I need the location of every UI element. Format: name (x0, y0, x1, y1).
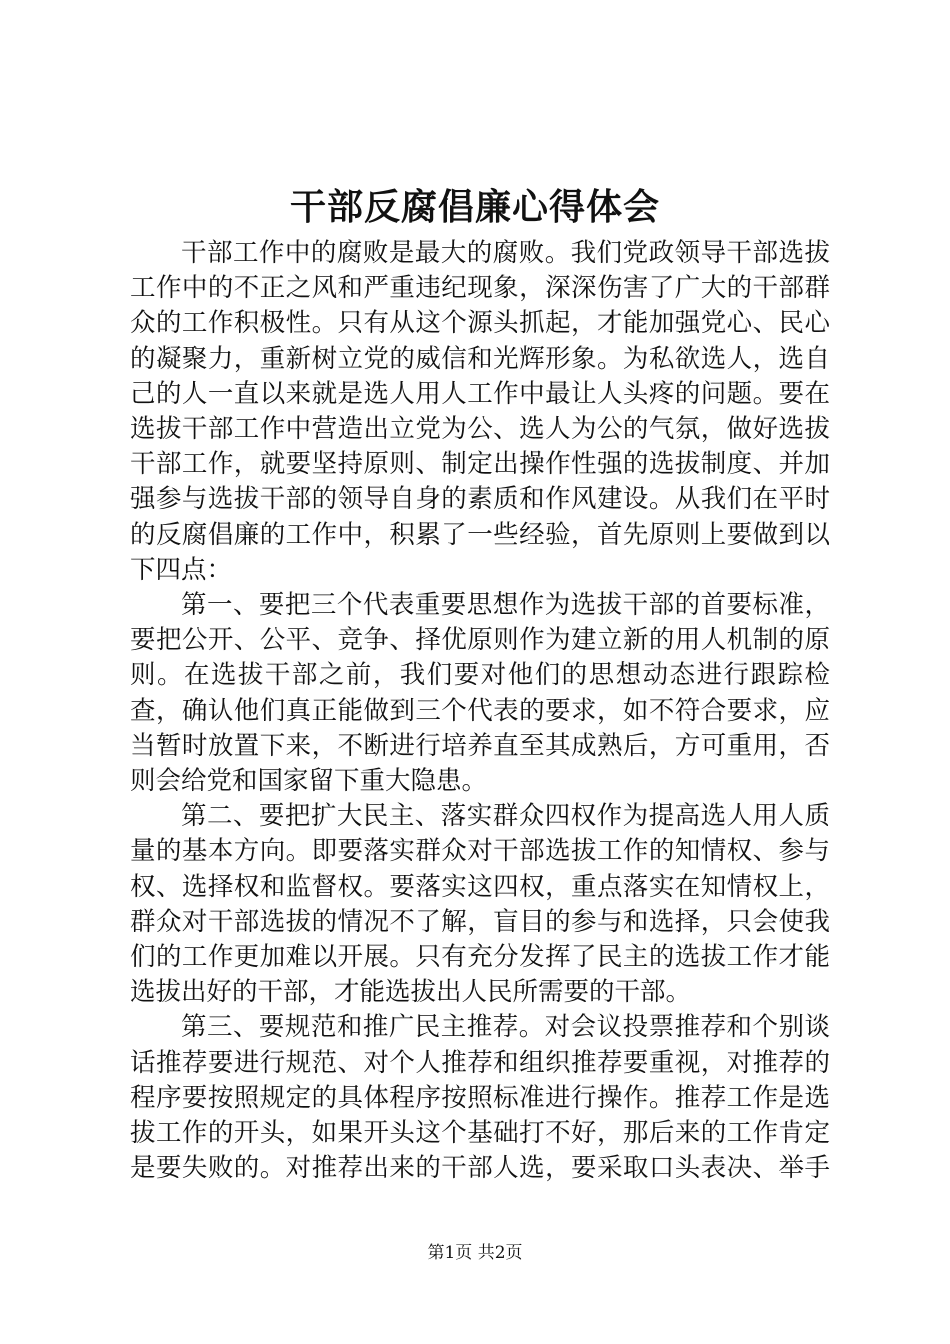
paragraph-intro: 干部工作中的腐败是最大的腐败。我们党政领导干部选拔工作中的不正之风和严重违纪现象，深深伤害了广大的干部群众的工作积极性。只有从这个源头抓起，才能加强党心、民心的凝聚力，重新树立党的威信和光辉形象。为私欲选人，选自己的人一直以来就是选人用人工作中最让人头疼的问题。要在选拔干部工作中营造出立党为公、选人为公的气氛，做好选拔干部工作，就要坚持原则、制定出操作性强的选拔制度、并加强参与选拔干部的领导自身的素质和作风建设。从我们在平时的反腐倡廉的工作中，积累了一些经验，首先原则上要做到以下四点： (130, 238, 830, 585)
paragraph-point-2: 第二、要把扩大民主、落实群众四权作为提高选人用人质量的基本方向。即要落实群众对干部选拔工作的知情权、参与权、选择权和监督权。要落实这四权，重点落实在知情权上，群众对干部选拔的情况不了解，盲目的参与和选择，只会使我们的工作更加难以开展。只有充分发挥了民主的选拔工作才能选拔出好的干部，才能选拔出人民所需要的干部。 (130, 801, 830, 1008)
paragraph-point-3: 第三、要规范和推广民主推荐。对会议投票推荐和个别谈话推荐要进行规范、对个人推荐和组织推荐要重视，对推荐的程序要按照规定的具体程序按照标准进行操作。推荐工作是选拔工作的开头，如果开头这个基础打不好，那后来的工作肯定是要失败的。对推荐出来的干部人选，要采取口头表决、举手 (130, 1012, 830, 1182)
page-number-footer: 第1页 共2页 (427, 1243, 523, 1263)
paragraph-point-1: 第一、要把三个代表重要思想作为选拔干部的首要标准，要把公开、公平、竞争、择优原则作为建立新的用人机制的原则。在选拔干部之前，我们要对他们的思想动态进行跟踪检查，确认他们真正能做到三个代表的要求，如不符合要求，应当暂时放置下来，不断进行培养直至其成熟后，方可重用，否则会给党和国家留下重大隐患。 (130, 590, 830, 797)
document-title: 干部反腐倡廉心得体会 (289, 186, 660, 228)
document-body (130, 236, 830, 1182)
